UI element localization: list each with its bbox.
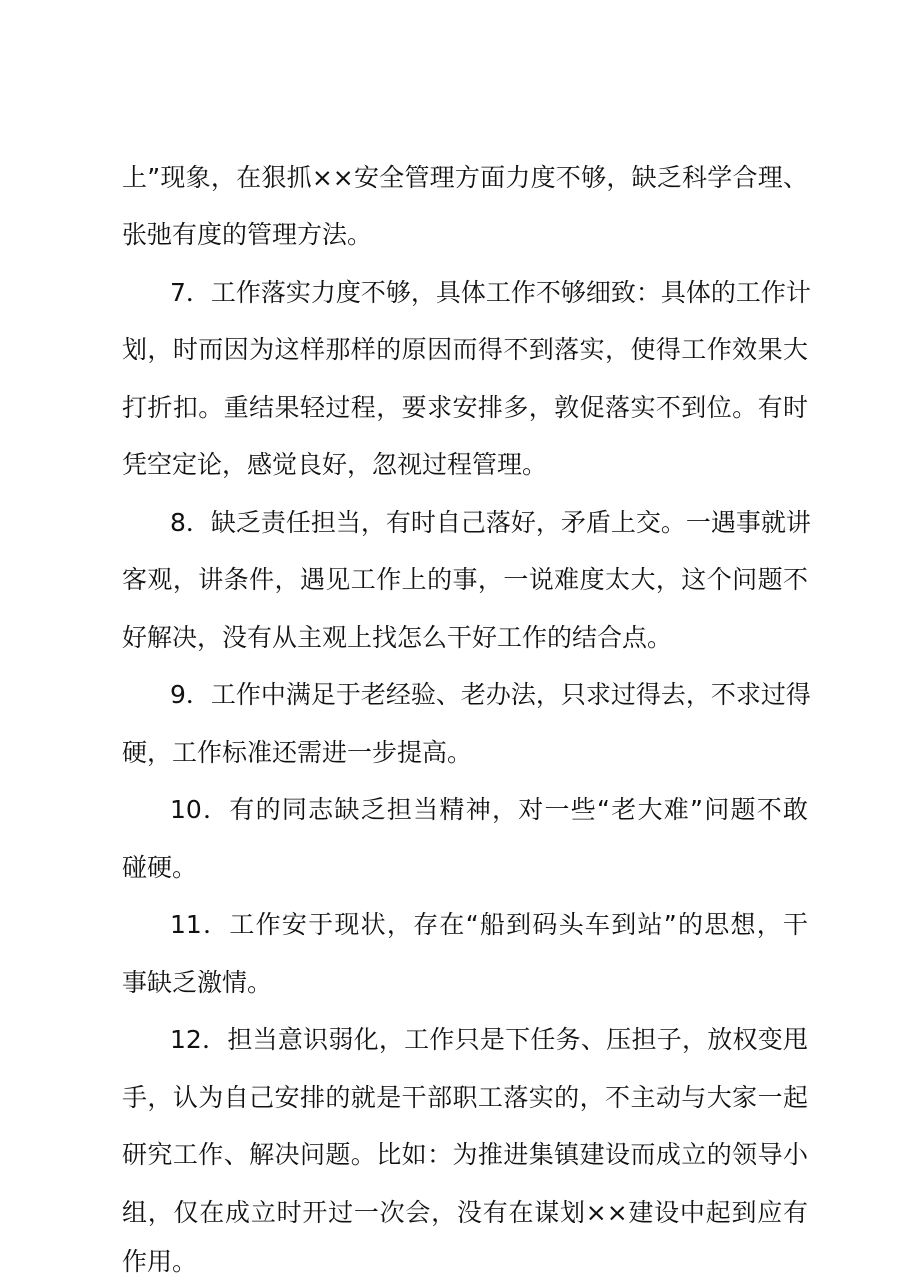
paragraph-9-line: 9．工作中满足于老经验、老办法，只求过得去，不求过得: [170, 680, 811, 709]
paragraph-11-line: 11．工作安于现状，存在“船到码头车到站”的思想，干: [170, 910, 808, 939]
text-line: 上”现象，在狠抓××安全管理方面力度不够，缺乏科学合理、: [122, 163, 808, 192]
paragraph-10-line: 10．有的同志缺乏担当精神，对一些“老大难”问题不敢: [170, 795, 808, 824]
text-line: 客观，讲条件，遇见工作上的事，一说难度太大，这个问题不: [122, 565, 808, 594]
text-line: 研究工作、解决问题。比如：为推进集镇建设而成立的领导小: [122, 1140, 808, 1169]
text-line: 打折扣。重结果轻过程，要求安排多，敦促落实不到位。有时: [122, 393, 808, 422]
paragraph-12-line: 12．担当意识弱化，工作只是下任务、压担子，放权变甩: [170, 1025, 808, 1054]
text-line: 凭空定论，感觉良好，忽视过程管理。: [122, 450, 548, 479]
text-line: 张弛有度的管理方法。: [122, 220, 373, 249]
paragraph-8-line: 8．缺乏责任担当，有时自己落好，矛盾上交。一遇事就讲: [170, 508, 811, 537]
text-line: 组，仅在成立时开过一次会，没有在谋划××建设中起到应有: [122, 1198, 808, 1227]
text-line: 碰硬。: [122, 853, 198, 882]
text-line: 好解决，没有从主观上找怎么干好工作的结合点。: [122, 623, 673, 652]
text-line: 手，认为自己安排的就是干部职工落实的，不主动与大家一起: [122, 1083, 808, 1112]
text-line: 事缺乏激情。: [122, 968, 273, 997]
paragraph-7-line: 7．工作落实力度不够，具体工作不够细致：具体的工作计: [170, 278, 811, 307]
text-line: 划，时而因为这样那样的原因而得不到落实，使得工作效果大: [122, 335, 808, 364]
text-line: 作用。: [122, 1247, 198, 1276]
text-line: 硬，工作标准还需进一步提高。: [122, 738, 473, 767]
